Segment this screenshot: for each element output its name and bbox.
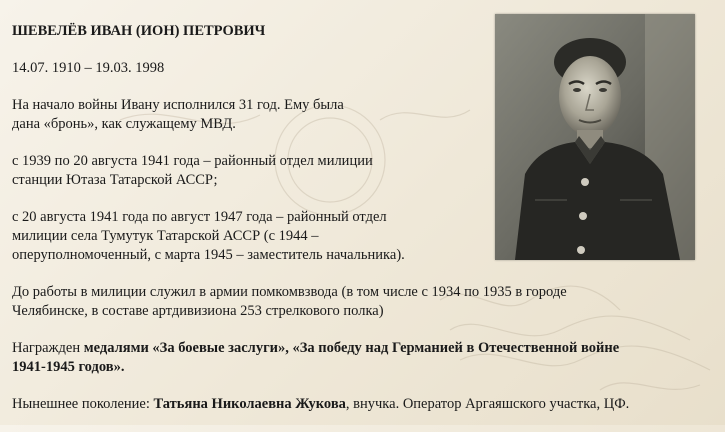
war-start-line-2: дана «бронь», как служащему МВД.: [12, 116, 236, 132]
service-2-line-3: оперуполномоченный, с марта 1945 – заместитель начальника).: [12, 247, 405, 263]
life-dates: 14.07. 1910 – 19.03. 1998: [12, 60, 165, 76]
awards-prefix: Награжден: [12, 340, 84, 356]
service-paragraph-1: [12, 152, 482, 190]
portrait-photo: [495, 14, 695, 260]
descendant-suffix: , внучка. Оператор Аргаяшского участка, ЦФ.: [345, 396, 630, 412]
service-paragraph-2: [12, 208, 482, 265]
war-start-paragraph: [12, 96, 482, 134]
descendant-name: Татьяна Николаевна Жукова: [153, 396, 346, 412]
service-2-line-2: милиции села Тумутук Татарской АССР (с 1944 –: [12, 228, 319, 244]
person-name: ШЕВЕЛЁВ ИВАН (ИОН) ПЕТРОВИЧ: [12, 23, 266, 39]
awards-medals-line-1: медалями «За боевые заслуги», «За победу над Германией в Отечественной войне: [83, 340, 620, 356]
descendant-prefix: Нынешнее поколение:: [12, 396, 154, 412]
army-line-2: Челябинске, в составе артдивизиона 253 стрелкового полка): [12, 303, 384, 319]
portrait-photo-icon: [495, 14, 695, 260]
awards-medals-line-2: 1941-1945 годов».: [12, 359, 125, 375]
service-1-line-2: станции Ютаза Татарской АССР;: [12, 172, 218, 188]
army-line-1: До работы в милиции служил в армии помкомвзвода (в том числе с 1934 по 1935 в городе: [12, 284, 567, 300]
war-start-line-1: На начало войны Ивану исполнился 31 год. Ему была: [12, 97, 344, 113]
awards-paragraph: [12, 339, 724, 377]
service-1-line-1: с 1939 по 20 августа 1941 года – районный отдел милиции: [12, 153, 373, 169]
army-paragraph: [12, 283, 724, 321]
service-2-line-1: с 20 августа 1941 года по август 1947 года – районный отдел: [12, 209, 387, 225]
descendant-paragraph: [12, 395, 724, 414]
